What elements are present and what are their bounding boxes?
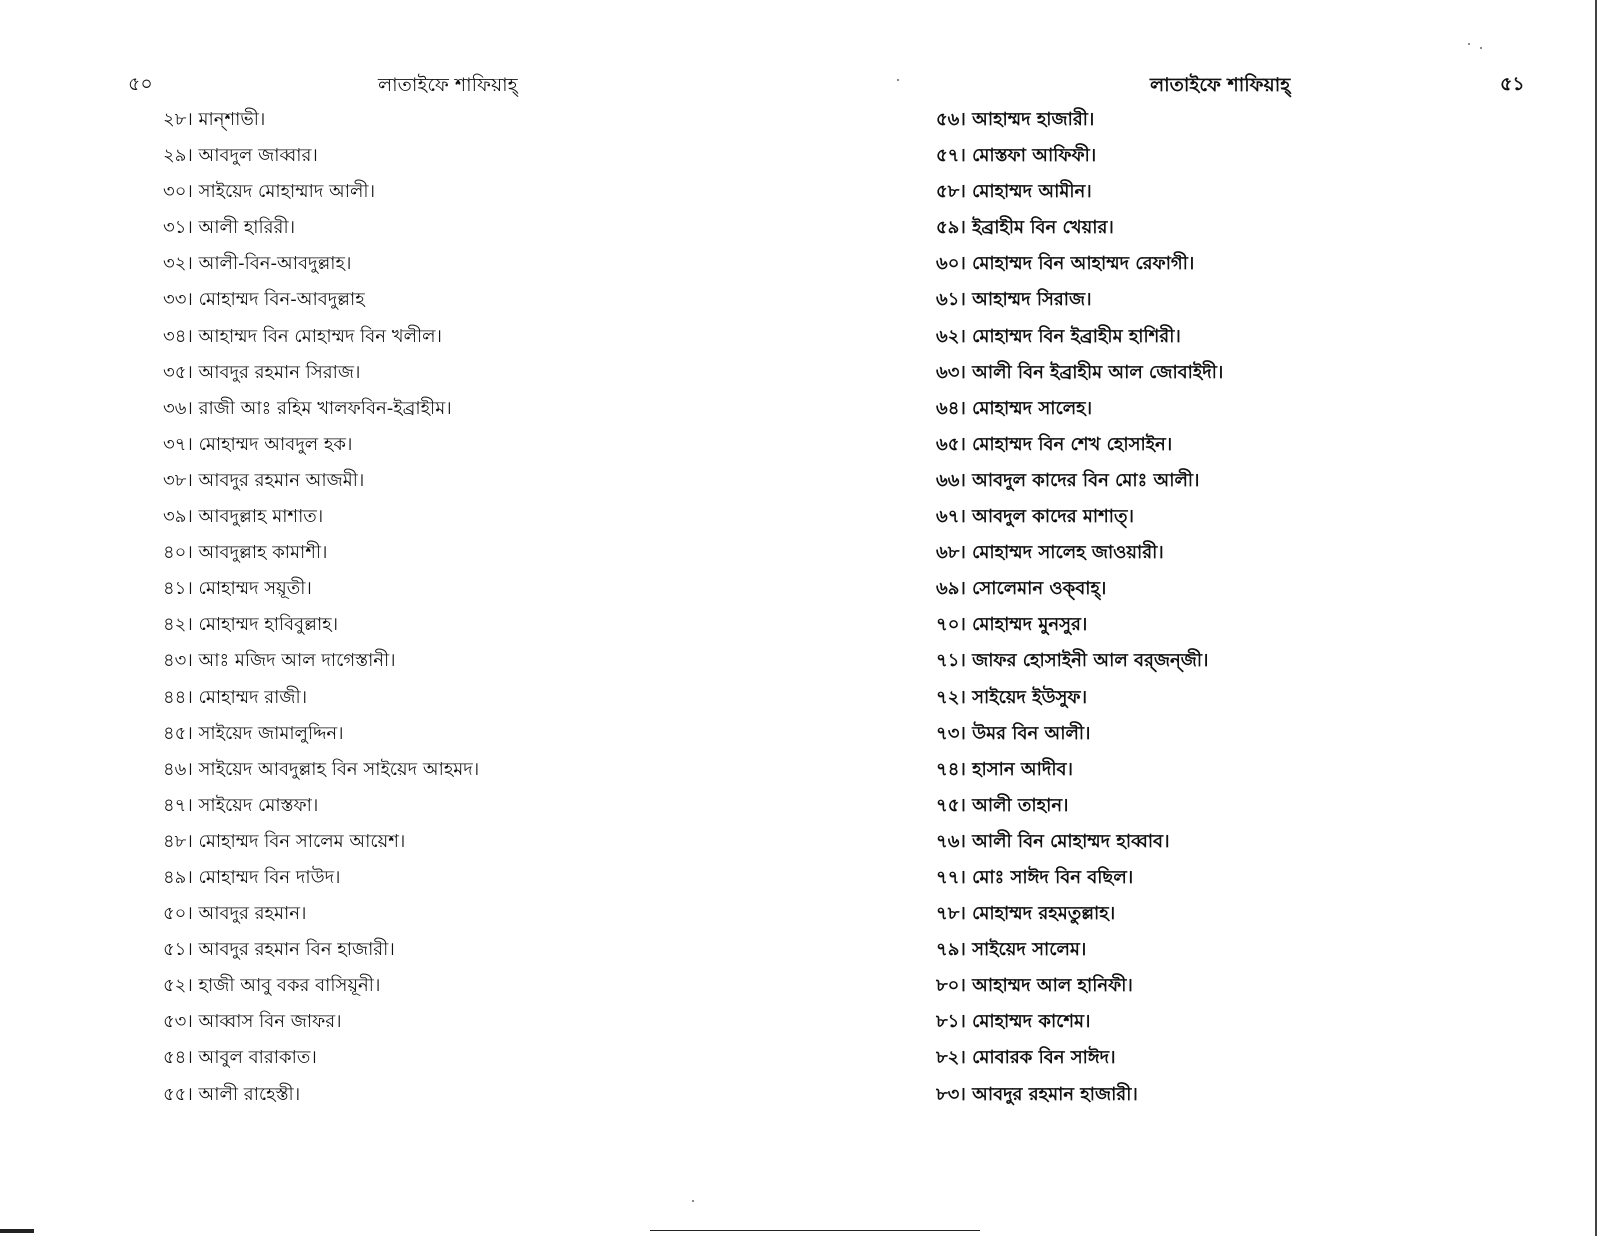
scan-speck (1480, 47, 1482, 49)
scan-speck (897, 79, 899, 81)
scan-right-edge (1595, 0, 1597, 1236)
list-item: ৬১। আহাম্মদ সিরাজ। (936, 289, 1092, 311)
list-item: ৪৩। আঃ মজিদ আল দাগেস্তানী। (163, 650, 396, 672)
list-item: ৫৬। আহাম্মদ হাজারী। (936, 109, 1095, 130)
right-running-head: লাতাইফে শাফিয়াহ্ (1150, 74, 1291, 96)
list-item: ৩৫। আবদুর রহমান সিরাজ। (163, 361, 361, 383)
scan-corner-mark (0, 1229, 34, 1233)
list-item: ৫২। হাজী আবু বকর বাসিয়ূনী। (163, 975, 381, 997)
left-page-number: ৫০ (128, 73, 153, 95)
list-item: ৭৪। হাসান আদীব। (936, 758, 1073, 780)
list-item: ৬৫। মোহাম্মদ বিন শেখ হোসাইন। (936, 433, 1173, 455)
list-item: ২৮। মান্‌শাভী। (163, 109, 266, 130)
list-item: ৪৫। সাইয়েদ জামালুদ্দিন। (163, 722, 344, 744)
list-item: ৫৩। আব্বাস বিন জাফর। (163, 1011, 342, 1033)
list-item: ৩২। আলী-বিন-আবদুল্লাহ। (163, 253, 352, 275)
list-item: ৩০। সাইয়েদ মোহাম্মাদ আলী। (163, 181, 376, 203)
list-item: ৭৭। মোঃ সাঈদ বিন বছিল। (936, 866, 1134, 888)
list-item: ৩৮। আবদুর রহমান আজমী। (163, 469, 365, 491)
list-item: ৩৭। মোহাম্মদ আবদুল হক। (163, 433, 353, 455)
list-item: ৪০। আবদুল্লাহ কামাশী। (163, 542, 328, 564)
scan-speck (1468, 43, 1470, 45)
right-page (800, 0, 1600, 1236)
list-item: ৫৫। আলী রাহেস্তী। (163, 1083, 301, 1105)
list-item: ৪১। মোহাম্মদ সয়ূতী। (163, 578, 312, 600)
list-item: ৫৪। আবুল বারাকাত। (163, 1047, 317, 1069)
list-item: ৪২। মোহাম্মদ হাবিবুল্লাহ। (163, 614, 339, 636)
list-item: ৪৭। সাইয়েদ মোস্তফা। (163, 794, 319, 816)
list-item: ৬০। মোহাম্মদ বিন আহাম্মদ রেফাগী। (936, 253, 1195, 275)
list-item: ৭০। মোহাম্মদ মুনসুর। (936, 614, 1088, 636)
list-item: ৩৬। রাজী আঃ রহিম খালফবিন-ইব্রাহীম। (163, 397, 452, 419)
list-item: ৬২। মোহাম্মদ বিন ইব্রাহীম হাশিরী। (936, 325, 1181, 347)
list-item: ৫১। আবদুর রহমান বিন হাজারী। (163, 939, 395, 961)
list-item: ৪৪। মোহাম্মদ রাজী। (163, 686, 308, 708)
scan-bottom-rule (650, 1230, 980, 1231)
list-item: ৩৪। আহাম্মদ বিন মোহাম্মদ বিন খলীল। (163, 325, 442, 347)
list-item: ৪৯। মোহাম্মদ বিন দাউদ। (163, 866, 341, 888)
scan-speck (692, 1200, 694, 1202)
list-item: ৪৮। মোহাম্মদ বিন সালেম আয়েশ। (163, 830, 406, 852)
list-item: ৮২। মোবারক বিন সাঈদ। (936, 1047, 1116, 1069)
list-item: ৮০। আহাম্মদ আল হানিফী। (936, 975, 1133, 997)
right-page-number: ৫১ (1500, 73, 1525, 95)
right-entry-list (936, 106, 1223, 1117)
list-item: ৭৫। আলী তাহান। (936, 794, 1069, 816)
list-item: ৫০। আবদুর রহমান। (163, 903, 307, 925)
list-item: ৬৩। আলী বিন ইব্রাহীম আল জোবাইদী। (936, 361, 1224, 383)
list-item: ৫৯। ইব্রাহীম বিন খেয়ার। (936, 217, 1114, 239)
list-item: ৭৩। উমর বিন আলী। (936, 722, 1091, 744)
list-item: ৫৮। মোহাম্মদ আমীন। (936, 181, 1092, 203)
list-item: ৭৬। আলী বিন মোহাম্মদ হাব্বাব। (936, 830, 1170, 852)
list-item: ৮৩। আবদুর রহমান হাজারী। (936, 1083, 1138, 1105)
list-item: ২৯। আবদুল জাব্বার। (163, 145, 318, 167)
list-item: ৬৮। মোহাম্মদ সালেহ জাওয়ারী। (936, 542, 1164, 564)
list-item: ৬৬। আবদুল কাদের বিন মোঃ আলী। (936, 469, 1200, 491)
list-item: ৩৯। আবদুল্লাহ মাশাত। (163, 506, 324, 528)
list-item: ৬৭। আবদুল কাদের মাশাত্। (936, 506, 1134, 528)
list-item: ৩১। আলী হারিরী। (163, 217, 296, 239)
list-item: ৪৬। সাইয়েদ আবদুল্লাহ বিন সাইয়েদ আহমদ। (163, 758, 480, 780)
left-running-head: লাতাইফে শাফিয়াহ্ (378, 74, 518, 96)
list-item: ৫৭। মোস্তফা আফিফী। (936, 145, 1097, 167)
list-item: ৭৯। সাইয়েদ সালেম। (936, 939, 1087, 961)
list-item: ৩৩। মোহাম্মদ বিন-আবদুল্লাহ (163, 289, 365, 311)
list-item: ৬৯। সোলেমান ওক্‌বাহ্। (936, 578, 1107, 600)
list-item: ৬৪। মোহাম্মদ সালেহ। (936, 397, 1093, 419)
list-item: ৭৮। মোহাম্মদ রহমতুল্লাহ। (936, 903, 1116, 925)
list-item: ৭১। জাফর হোসাইনী আল বর্‌জন্‌জী। (936, 650, 1209, 672)
left-entry-list (163, 106, 479, 1117)
list-item: ৭২। সাইয়েদ ইউসুফ। (936, 686, 1088, 708)
list-item: ৮১। মোহাম্মদ কাশেম। (936, 1011, 1091, 1033)
